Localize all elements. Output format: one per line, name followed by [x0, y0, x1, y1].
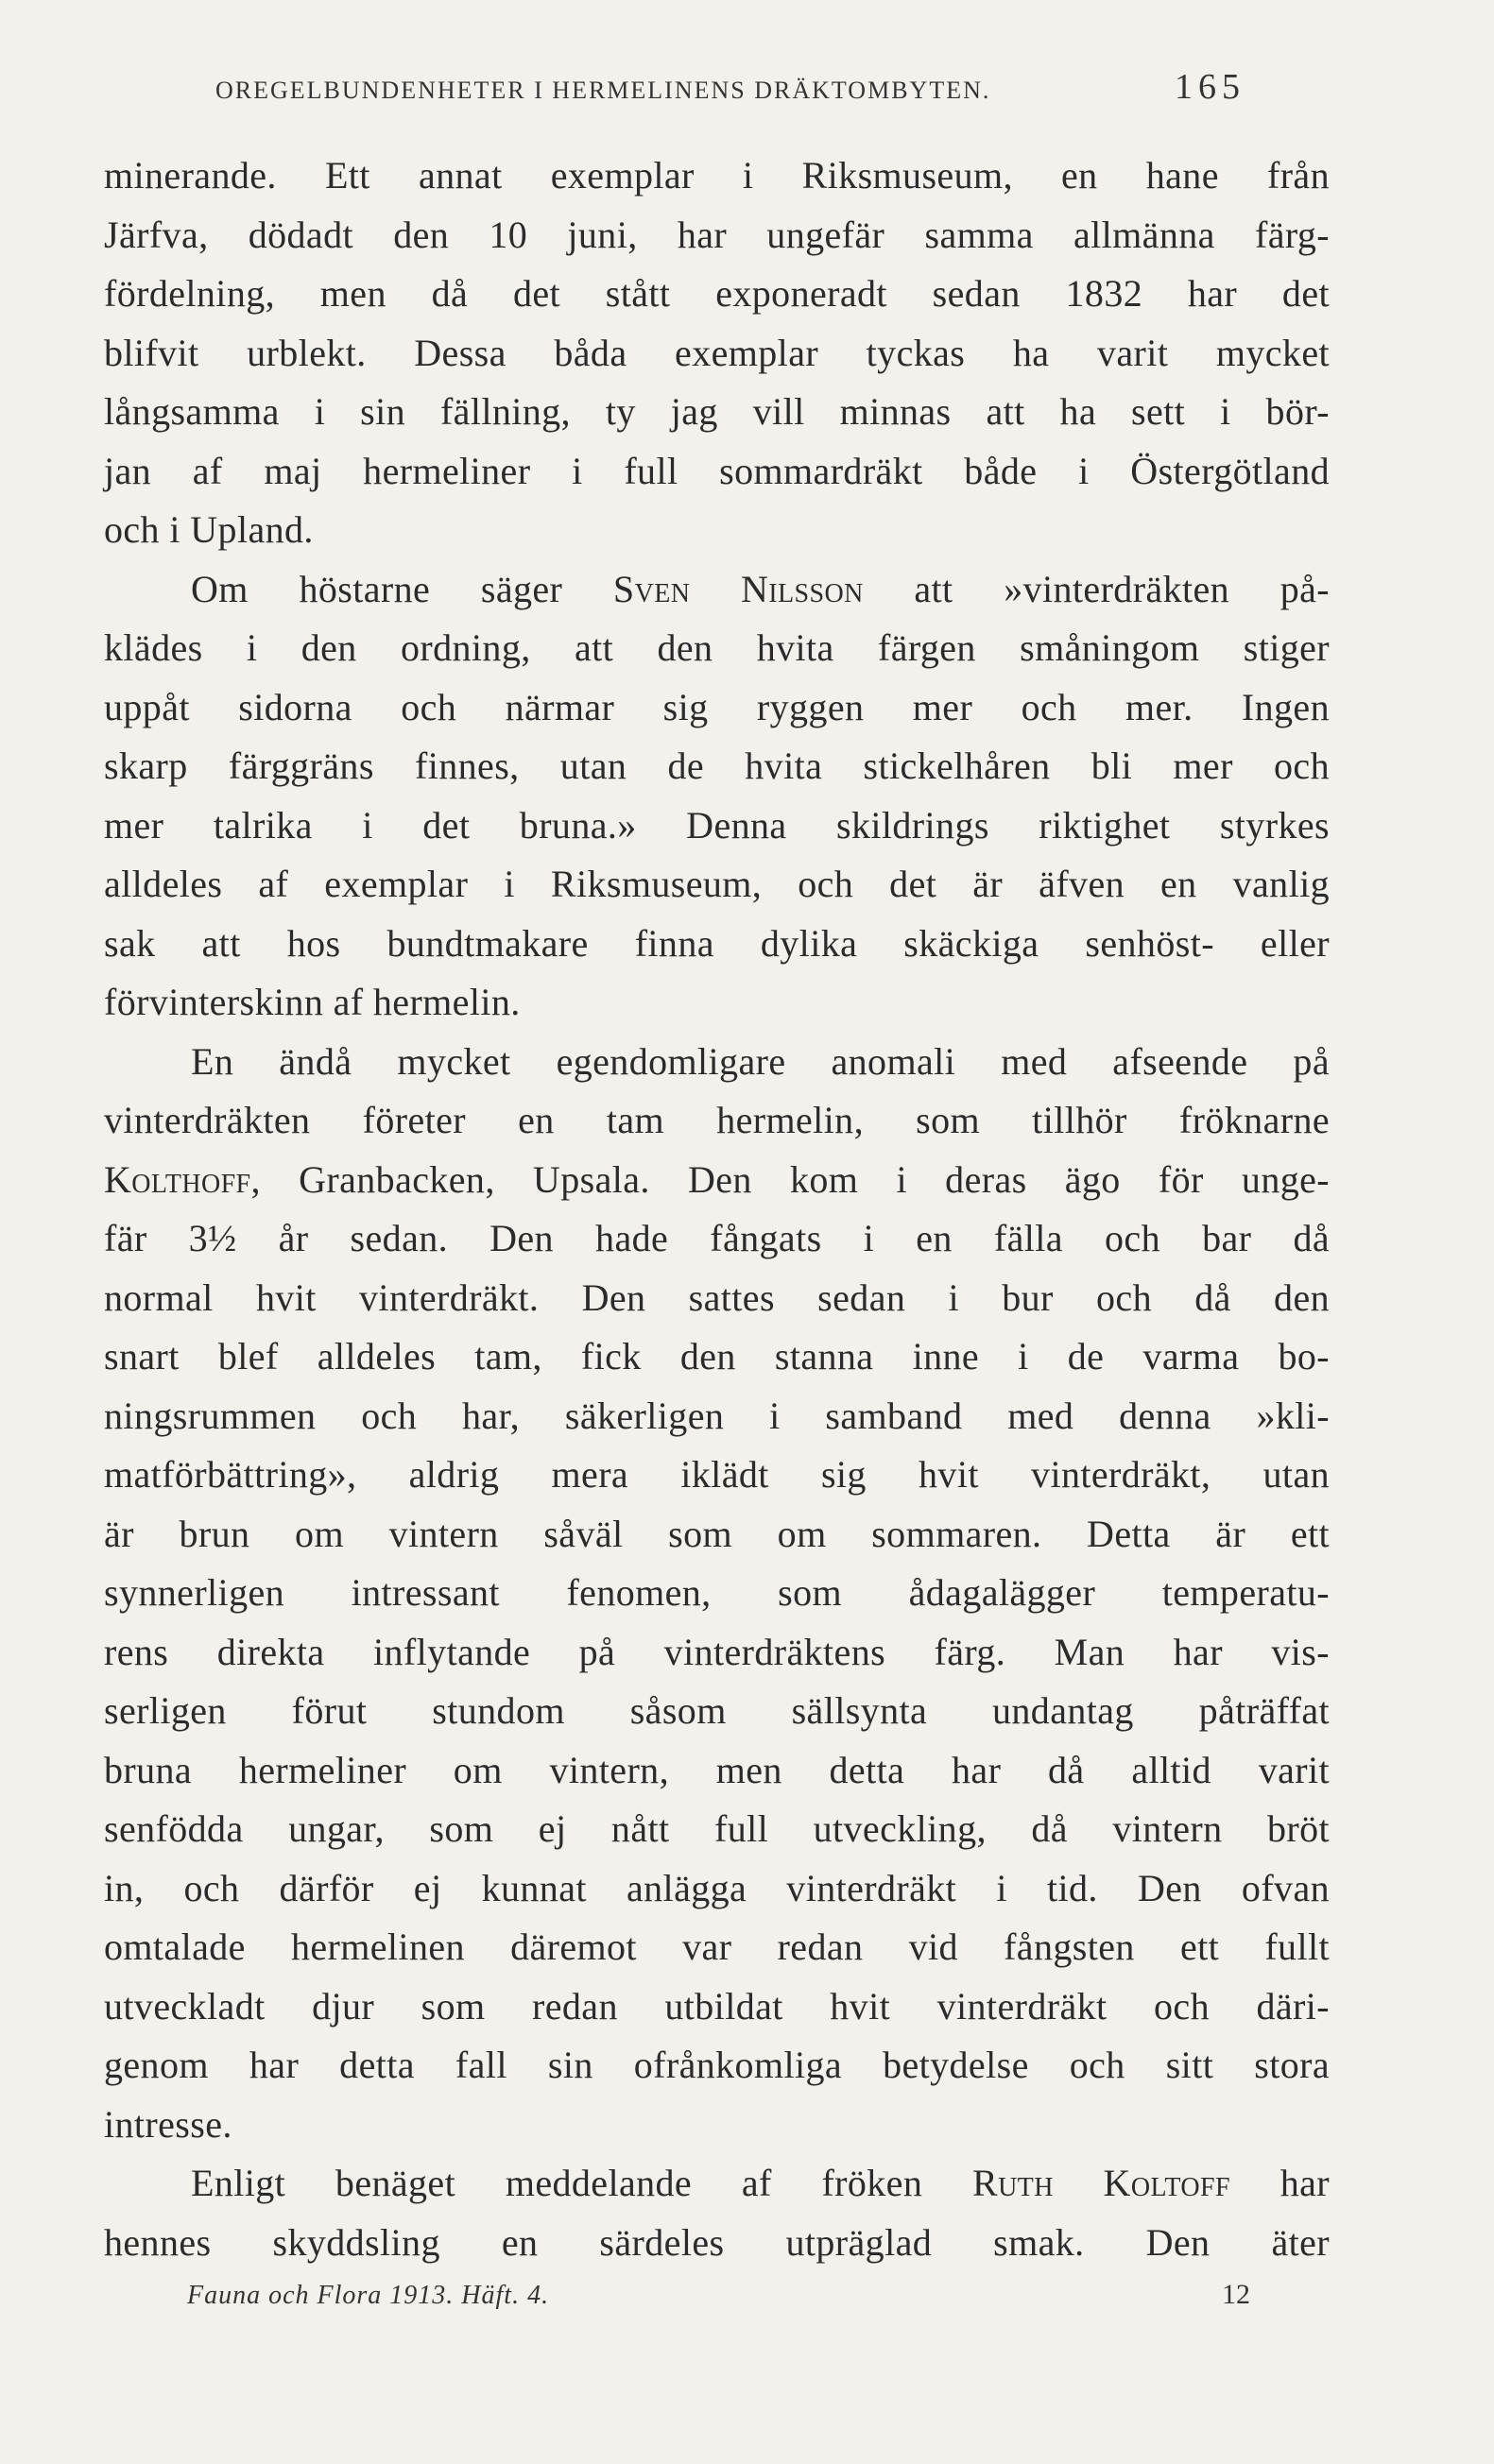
text-segment: Om höstarne säger — [191, 567, 613, 610]
page-footer — [187, 2266, 1250, 2311]
text-line: är brun om vintern såväl som om sommaren. Detta är ett — [104, 1512, 1330, 1555]
text-segment: att »vinterdräkten på- — [863, 567, 1330, 610]
journal-citation: Fauna och Flora 1913. Häft. 4. — [187, 2281, 550, 2310]
author-name: Sven Nilsson — [612, 567, 864, 610]
text-line: minerande. Ett annat exemplar i Riksmuseum, en hane från — [104, 154, 1330, 197]
text-line: snart blef alldeles tam, fick den stanna inne i de varma bo- — [104, 1335, 1330, 1377]
text-line: ningsrummen och har, säkerligen i samband med denna »kli- — [104, 1394, 1330, 1437]
text-line: synnerligen intressant fenomen, som ådagalägger temperatu- — [104, 1571, 1330, 1614]
text-line: bruna hermeliner om vintern, men detta har då alltid varit — [104, 1748, 1330, 1791]
text-line — [104, 560, 1330, 620]
text-line: Järfva, dödadt den 10 juni, har ungefär samma allmänna färg- — [104, 213, 1330, 256]
text-line: mer talrika i det bruna.» Denna skildrings riktighet styrkes — [104, 803, 1330, 847]
signature-mark: 12 — [1222, 2279, 1250, 2310]
author-name: Kolthoff — [104, 1157, 251, 1201]
body-text — [104, 146, 1330, 2272]
text-line: hennes skyddsling en särdeles utpräglad smak. Den äter — [104, 2220, 1330, 2264]
text-line: jan af maj hermeliner i full sommardräkt både i Östergötland — [104, 449, 1330, 492]
text-segment: har — [1229, 2162, 1330, 2204]
text-line: och i Upland. — [104, 508, 314, 551]
text-line: En ändå mycket egendomligare anomali med afseende på — [191, 1039, 1330, 1083]
text-line: omtalade hermelinen däremot var redan vid fångsten ett fullt — [104, 1925, 1330, 1968]
text-line: matförbättring», aldrig mera iklädt sig hvit vinterdräkt, utan — [104, 1453, 1330, 1496]
text-line: vinterdräkten företer en tam hermelin, som tillhör fröknarne — [104, 1099, 1330, 1141]
text-segment: , Granbacken, Upsala. Den kom i deras ägo för unge- — [250, 1157, 1330, 1201]
text-line: fördelning, men då det stått exponeradt sedan 1832 har det — [104, 272, 1330, 315]
text-line — [104, 1151, 1330, 1210]
text-line: normal hvit vinterdräkt. Den sattes sedan i bur och då den — [104, 1275, 1330, 1319]
text-line: serligen förut stundom såsom sällsynta undantag påträffat — [104, 1689, 1330, 1732]
text-line: in, och därför ej kunnat anlägga vinterdräkt i tid. Den ofvan — [104, 1866, 1330, 1909]
text-line: senfödda ungar, som ej nått full utveckling, då vintern bröt — [104, 1807, 1330, 1850]
running-header — [215, 66, 1245, 108]
text-line: utveckladt djur som redan utbildat hvit vinterdräkt och däri- — [104, 1984, 1330, 2028]
text-line: genom har detta fall sin ofrånkomliga betydelse och sitt stora — [104, 2044, 1330, 2086]
page-number: 165 — [1175, 67, 1245, 107]
text-line: förvinterskinn af hermelin. — [104, 981, 521, 1023]
running-title: OREGELBUNDENHETER I HERMELINENS DRÄKTOMBYTEN. — [215, 77, 991, 104]
text-segment: Enligt benäget meddelande af fröken — [191, 2162, 972, 2204]
text-line: blifvit urblekt. Dessa båda exemplar tyckas ha varit mycket — [104, 331, 1330, 374]
text-line — [104, 2154, 1330, 2214]
text-line: fär 3½ år sedan. Den hade fångats i en fälla och bar då — [104, 1217, 1330, 1259]
text-line: sak att hos bundtmakare finna dylika skäckiga senhöst- eller — [104, 921, 1330, 965]
text-line: rens direkta inflytande på vinterdräktens färg. Man har vis- — [104, 1630, 1330, 1673]
text-line: skarp färggräns finnes, utan de hvita stickelhåren bli mer och — [104, 744, 1330, 787]
text-line: långsamma i sin fällning, ty jag vill minnas att ha sett i bör- — [104, 390, 1330, 433]
text-line: klädes i den ordning, att den hvita färgen småningom stiger — [104, 626, 1330, 669]
text-line: intresse. — [104, 2102, 232, 2146]
author-name: Ruth Koltoff — [971, 2162, 1230, 2204]
text-line: uppåt sidorna och närmar sig ryggen mer och mer. Ingen — [104, 685, 1330, 728]
text-line: alldeles af exemplar i Riksmuseum, och det är äfven en vanlig — [104, 863, 1330, 905]
